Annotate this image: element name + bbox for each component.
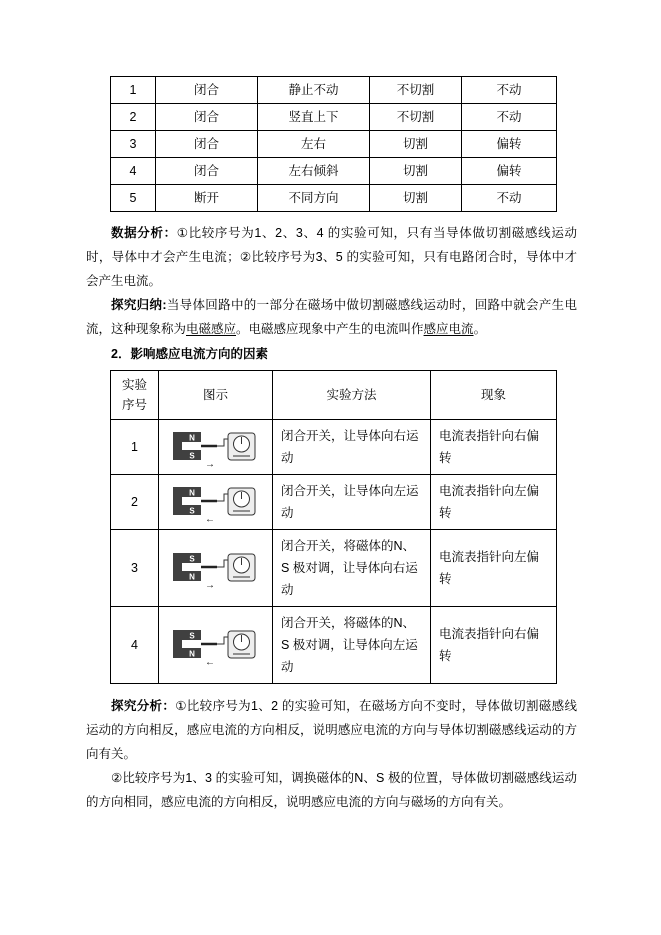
magnet-meter-diagram — [170, 481, 262, 523]
table-cell: 偏转 — [462, 131, 557, 158]
table-cell: 切割 — [370, 185, 462, 212]
table-cell: 断开 — [156, 185, 258, 212]
table-header-row — [111, 371, 557, 420]
direction-arrow: → — [204, 580, 215, 589]
table-cell-diagram — [159, 420, 273, 475]
galvanometer-icon — [228, 488, 255, 515]
magnet-pole-bottom: S — [188, 506, 195, 516]
table-cell-diagram — [159, 607, 273, 684]
direction-arrow: ← — [204, 514, 215, 523]
direction-experiment-table — [110, 370, 557, 684]
table-row — [111, 475, 557, 530]
table-cell: 闭合 — [156, 104, 258, 131]
table-cell: 切割 — [370, 131, 462, 158]
data-analysis-paragraph — [86, 221, 577, 293]
column-header-phenomenon: 现象 — [431, 371, 557, 420]
table-row — [111, 158, 557, 185]
direction-arrow: ← — [204, 657, 215, 666]
table-cell-method: 闭合开关，将磁体的N、S 极对调，让导体向右运动 — [273, 530, 431, 607]
magnet-pole-top: S — [188, 554, 195, 564]
table-cell-method: 闭合开关，让导体向左运动 — [273, 475, 431, 530]
table-cell: 不动 — [462, 185, 557, 212]
table-cell: 闭合 — [156, 158, 258, 185]
table-cell: 闭合 — [156, 131, 258, 158]
paragraph-lead: 数据分析： — [111, 226, 177, 240]
conclusion-paragraph — [86, 293, 577, 341]
magnet-pole-bottom: N — [188, 649, 195, 659]
table-cell-diagram — [159, 530, 273, 607]
table-cell-result: 电流表指针向左偏转 — [431, 475, 557, 530]
horseshoe-magnet — [173, 630, 201, 659]
analysis-paragraph-2 — [86, 766, 577, 814]
table-row — [111, 77, 557, 104]
section-heading: 2．影响感应电流方向的因素 — [111, 347, 268, 361]
wire — [217, 494, 228, 501]
horseshoe-magnet — [173, 432, 201, 461]
table-cell: 不切割 — [370, 104, 462, 131]
wire — [217, 439, 228, 446]
table-cell-no: 4 — [111, 607, 159, 684]
table-cell: 左右倾斜 — [258, 158, 370, 185]
paragraph-text: ②比较序号为1、3 的实验可知，调换磁体的N、S 极的位置，导体做切割磁感线运动的方向相同，感应电流的方向相反，说明感应电流的方向与磁场的方向有关。 — [86, 771, 577, 809]
table-cell-result: 电流表指针向右偏转 — [431, 420, 557, 475]
table-cell-method: 闭合开关，将磁体的N、S 极对调，让导体向左运动 — [273, 607, 431, 684]
table-cell: 3 — [111, 131, 156, 158]
column-header-experiment-no: 实验序号 — [111, 371, 159, 420]
table-cell-result: 电流表指针向右偏转 — [431, 607, 557, 684]
table-cell: 5 — [111, 185, 156, 212]
paragraph-lead: 探究分析： — [111, 699, 176, 713]
table-cell: 偏转 — [462, 158, 557, 185]
underlined-term: 感应电流 — [423, 322, 474, 336]
column-header-diagram: 图示 — [159, 371, 273, 420]
table-cell: 4 — [111, 158, 156, 185]
table-cell: 静止不动 — [258, 77, 370, 104]
table-row — [111, 104, 557, 131]
table-row — [111, 131, 557, 158]
table-cell-no: 1 — [111, 420, 159, 475]
table-cell: 切割 — [370, 158, 462, 185]
table-cell: 不动 — [462, 104, 557, 131]
paragraph-lead: 探究归纳: — [111, 298, 167, 312]
table-cell-result: 电流表指针向左偏转 — [431, 530, 557, 607]
table-cell-no: 3 — [111, 530, 159, 607]
magnet-pole-top: N — [188, 488, 195, 498]
magnet-meter-diagram — [170, 426, 262, 468]
analysis-paragraph-1 — [86, 694, 577, 766]
magnet-pole-top: S — [188, 631, 195, 641]
paragraph-text: 。 — [473, 322, 487, 336]
underlined-term: 电磁感应 — [186, 322, 237, 336]
magnet-pole-bottom: S — [188, 451, 195, 461]
table-cell: 竖直上下 — [258, 104, 370, 131]
table-cell: 2 — [111, 104, 156, 131]
paragraph-text: 当导体回路中的一部分在磁场中做切割磁感线运动时，回路中就会产生电流，这种现象称为 — [86, 298, 577, 336]
magnet-meter-diagram — [170, 624, 262, 666]
table-cell: 闭合 — [156, 77, 258, 104]
experiment-results-table — [110, 76, 557, 212]
paragraph-text: ①比较序号为1、2 的实验可知，在磁场方向不变时，导体做切割磁感线运动的方向相反，感应电流的方向相反，说明感应电流的方向与导体切割磁感线运动的方向有关。 — [86, 699, 577, 761]
galvanometer-icon — [228, 433, 255, 460]
horseshoe-magnet — [173, 553, 201, 582]
table-cell: 1 — [111, 77, 156, 104]
magnet-pole-top: N — [188, 433, 195, 443]
table-cell: 左右 — [258, 131, 370, 158]
table-row — [111, 607, 557, 684]
table-cell-diagram — [159, 475, 273, 530]
magnet-meter-diagram — [170, 547, 262, 589]
table-row — [111, 420, 557, 475]
magnet-pole-bottom: N — [188, 572, 195, 582]
table-row — [111, 530, 557, 607]
horseshoe-magnet — [173, 487, 201, 516]
wire — [217, 637, 228, 644]
column-header-method: 实验方法 — [273, 371, 431, 420]
galvanometer-icon — [228, 631, 255, 658]
table-cell-no: 2 — [111, 475, 159, 530]
table-row — [111, 185, 557, 212]
table-cell: 不动 — [462, 77, 557, 104]
paragraph-text: 。电磁感应现象中产生的电流叫作 — [236, 322, 424, 336]
direction-arrow: → — [204, 459, 215, 468]
table-cell: 不同方向 — [258, 185, 370, 212]
galvanometer-icon — [228, 554, 255, 581]
paragraph-text: ①比较序号为1、2、3、4 的实验可知，只有当导体做切割磁感线运动时，导体中才会产生电流；②比较序号为3、5 的实验可知，只有电路闭合时，导体中才会产生电流。 — [86, 226, 577, 288]
table-cell-method: 闭合开关，让导体向右运动 — [273, 420, 431, 475]
table-cell: 不切割 — [370, 77, 462, 104]
wire — [217, 560, 228, 567]
